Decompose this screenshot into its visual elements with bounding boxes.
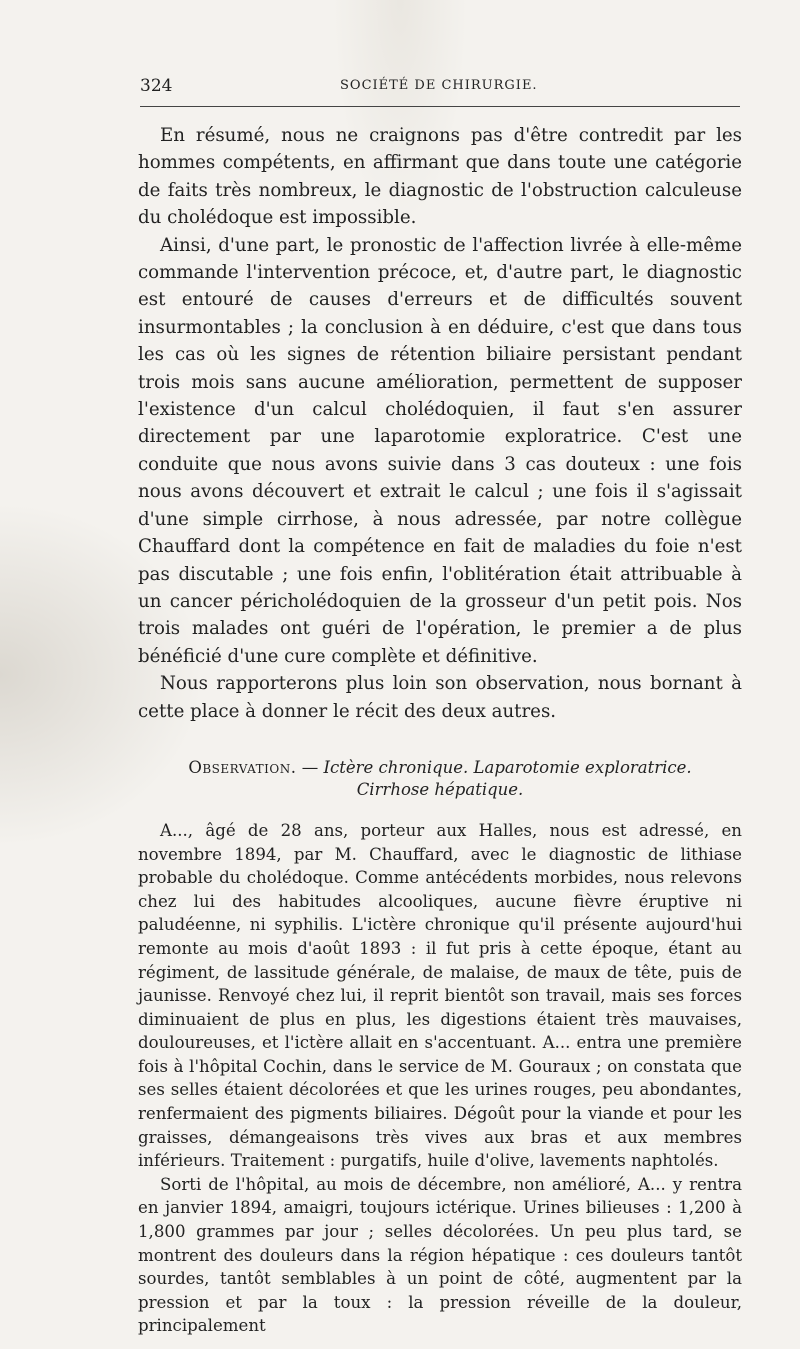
paragraph-transition: Nous rapporterons plus loin son observation, nous bornant à cette place à donner le récit des deux autres.: [138, 673, 742, 722]
observation-title-line1: Ictère chronique. Laparotomie exploratrice.: [323, 757, 692, 777]
body-text: [138, 122, 742, 1338]
observation-title-line2: Cirrhose hépatique.: [356, 779, 524, 799]
observation-heading: [138, 757, 742, 801]
observation-dash: —: [301, 757, 319, 777]
paragraph-summary: En résumé, nous ne craignons pas d'être contredit par les hommes compétents, en affirmant que dans toute une catégorie de faits très nombreux, le diagnostic de l'obstruction calculeuse du cholédoque est impossible.: [138, 125, 742, 229]
observation-label: Observation.: [188, 757, 297, 777]
observation-paragraph-readmission: Sorti de l'hôpital, au mois de décembre, non amélioré, A... y rentra en janvier 1894, amaigri, toujours ictérique. Urines bilieuses : 1,200 à 1,800 grammes par jour ; selles décolorées. Un peu plus tard, se montrent des douleurs dans la région hépatique : ces douleurs tantôt sourdes, tantôt semblables à un point de côté, augmentent par la pression et par la toux : la pression réveille de la douleur, principalement: [138, 1174, 742, 1336]
observation-paragraph-history: A..., âgé de 28 ans, porteur aux Halles, nous est adressé, en novembre 1894, par M. Chauffard, avec le diagnostic de lithiase probable du cholédoque. Comme antécédents morbides, nous relevons chez lui des habitudes alcooliques, aucune fièvre éruptive ni paludéenne, ni syphilis. L'ictère chronique qu'il présente aujourd'hui remonte au mois d'août 1893 : il fut pris à cette époque, étant au régiment, de lassitude générale, de malaise, de maux de tête, puis de jaunisse. Renvoyé chez lui, il reprit bientôt son travail, mais ses forces diminuaient de plus en plus, les digestions étaient très mauvaises, douloureuses, et l'ictère allait en s'accentuant. A... entra une première fois à l'hôpital Cochin, dans le service de M. Gouraux ; on constata que ses selles étaient décolorées et que les urines rouges, peu abondantes, renfermaient des pigments biliaires. Dégoût pour la viande et pour les graisses, démangeaisons très vives aux bras et aux membres inférieurs. Traitement : purgatifs, huile d'olive, lavements naphtolés.: [138, 820, 742, 1171]
page-header: [140, 76, 740, 98]
paragraph-conclusion: Ainsi, d'une part, le pronostic de l'affection livrée à elle-même commande l'intervention précoce, et, d'autre part, le diagnostic est entouré de causes d'erreurs et de difficultés souvent insurmontables ; la conclusion à en déduire, c'est que dans tous les cas où les signes de rétention biliaire persistant pendant trois mois sans aucune amélioration, permettent de supposer l'existence d'un calcul cholédoquien, il faut s'en assurer directement par une laparotomie exploratrice. C'est une conduite que nous avons suivie dans 3 cas douteux : une fois nous avons découvert et extrait le calcul ; une fois il s'agissait d'une simple cirrhose, à nous adressée, par notre collègue Chauffard dont la compétence en fait de maladies du foie n'est pas discutable ; une fois enfin, l'oblitération était attribuable à un cancer péricholédoquien de la grosseur d'un petit pois. Nos trois malades ont guéri de l'opération, le premier a de plus bénéficié d'une cure complète et définitive.: [138, 234, 742, 667]
header-rule: [140, 106, 740, 107]
running-head: SOCIÉTÉ DE CHIRURGIE.: [340, 78, 538, 93]
page-number: 324: [140, 76, 173, 96]
